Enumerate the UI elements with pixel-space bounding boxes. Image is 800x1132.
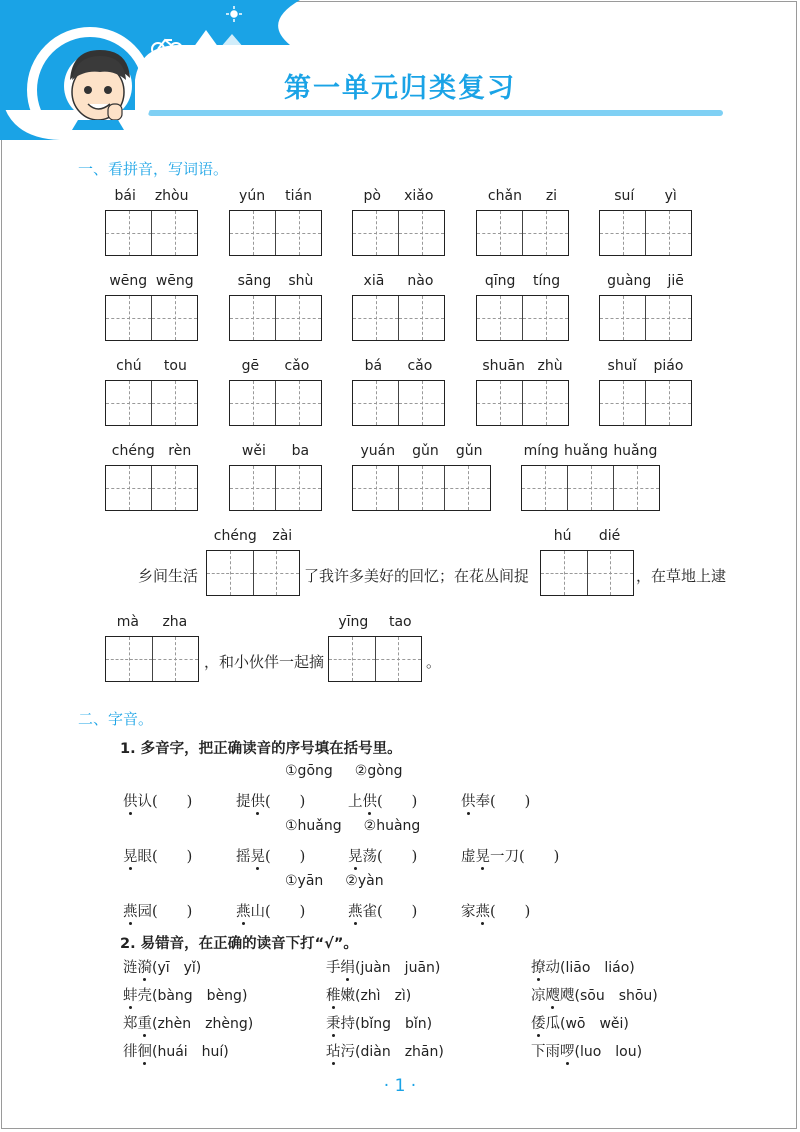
pinyin-word-box[interactable] bbox=[105, 441, 198, 511]
pinyin-word-box[interactable] bbox=[229, 356, 322, 426]
pinyin-word-box[interactable] bbox=[476, 271, 569, 341]
pinyin-label: sāng shù bbox=[237, 273, 314, 289]
grid-cell[interactable] bbox=[645, 296, 691, 340]
grid-cell[interactable] bbox=[353, 211, 398, 255]
polyphone-word[interactable]: 供认( ) bbox=[123, 790, 192, 811]
pinyin-label: gē cǎo bbox=[241, 358, 310, 374]
polyphone-word[interactable]: 虚晃一刀( ) bbox=[461, 845, 559, 866]
error-prone-word[interactable]: 撩动(liāo liáo) bbox=[531, 956, 635, 977]
pinyin-label: bái zhòu bbox=[114, 188, 189, 204]
grid-cell[interactable] bbox=[230, 381, 275, 425]
page-number: · 1 · bbox=[383, 1076, 417, 1096]
polyphone-word[interactable]: 晃荡( ) bbox=[348, 845, 417, 866]
grid-cell[interactable] bbox=[275, 381, 321, 425]
tian-grid[interactable] bbox=[352, 210, 445, 256]
pinyin-word-box[interactable] bbox=[599, 271, 692, 341]
polyphone-word[interactable]: 上供( ) bbox=[348, 790, 417, 811]
grid-cell[interactable] bbox=[567, 466, 613, 510]
tian-grid[interactable] bbox=[476, 380, 569, 426]
pinyin-word-box[interactable] bbox=[476, 356, 569, 426]
tian-grid[interactable] bbox=[521, 465, 660, 511]
sentence-part-2: 了我许多美好的回忆；在花丛间捉 bbox=[304, 567, 530, 585]
polyphone-word[interactable]: 摇晃( ) bbox=[236, 845, 305, 866]
sentence-part-5: 。 bbox=[426, 653, 442, 671]
error-prone-word[interactable]: 下雨啰(luo lou) bbox=[531, 1040, 642, 1061]
q1-title: 1. 多音字，把正确读音的序号填在括号里。 bbox=[120, 741, 402, 757]
grid-cell[interactable] bbox=[106, 466, 151, 510]
grid-cell[interactable] bbox=[477, 211, 522, 255]
tian-grid[interactable] bbox=[352, 380, 445, 426]
tian-grid[interactable] bbox=[229, 380, 322, 426]
pinyin-label: shuǐ piáo bbox=[607, 358, 684, 374]
grid-cell[interactable] bbox=[151, 211, 197, 255]
error-prone-word[interactable]: 蚌壳(bàng bèng) bbox=[123, 984, 247, 1005]
tian-grid[interactable] bbox=[352, 465, 491, 511]
pinyin-label: shuān zhù bbox=[482, 358, 563, 374]
pinyin-label: yuán gǔn gǔn bbox=[360, 443, 483, 459]
grid-cell[interactable] bbox=[522, 296, 568, 340]
section-2-title: 二、字音。 bbox=[78, 710, 154, 728]
grid-cell[interactable] bbox=[645, 211, 691, 255]
pinyin-word-box[interactable] bbox=[105, 186, 198, 256]
grid-cell[interactable] bbox=[275, 296, 321, 340]
polyphone-word[interactable]: 晃眼( ) bbox=[123, 845, 192, 866]
pinyin-label: chéng rèn bbox=[111, 443, 192, 459]
error-prone-word[interactable]: 倭瓜(wō wěi) bbox=[531, 1012, 629, 1033]
pinyin-label: chǎn zi bbox=[487, 188, 558, 204]
pinyin-word-box[interactable] bbox=[476, 186, 569, 256]
pinyin-word-box[interactable] bbox=[599, 356, 692, 426]
grid-cell[interactable] bbox=[600, 211, 645, 255]
pinyin-label: chú tou bbox=[116, 358, 187, 374]
pinyin-word-box[interactable] bbox=[352, 271, 445, 341]
grid-cell[interactable] bbox=[151, 466, 197, 510]
grid-cell[interactable] bbox=[275, 211, 321, 255]
pinyin-label: yún tián bbox=[239, 188, 312, 204]
tian-grid[interactable] bbox=[476, 295, 569, 341]
pinyin-label: wěi ba bbox=[241, 443, 310, 459]
grid-cell[interactable] bbox=[600, 381, 645, 425]
grid-cell[interactable] bbox=[444, 466, 490, 510]
error-prone-word[interactable]: 玷污(diàn zhān) bbox=[326, 1040, 444, 1061]
polyphone-word[interactable]: 燕山( ) bbox=[236, 900, 305, 921]
grid-cell[interactable] bbox=[106, 381, 151, 425]
tian-grid[interactable] bbox=[105, 210, 198, 256]
sentence-blank-4[interactable]: yīng tao bbox=[328, 612, 422, 682]
pinyin-word-box[interactable] bbox=[352, 186, 445, 256]
tian-grid[interactable] bbox=[229, 465, 322, 511]
polyphone-word[interactable]: 供奉( ) bbox=[461, 790, 530, 811]
pinyin-label: bá cǎo bbox=[364, 358, 433, 374]
tian-grid[interactable] bbox=[229, 210, 322, 256]
tian-grid[interactable] bbox=[476, 210, 569, 256]
title-underline bbox=[148, 110, 723, 116]
polyphone-word[interactable]: 燕雀( ) bbox=[348, 900, 417, 921]
pinyin-word-box[interactable] bbox=[105, 356, 198, 426]
tian-grid[interactable] bbox=[599, 295, 692, 341]
error-prone-word[interactable]: 手绢(juàn juān) bbox=[326, 956, 440, 977]
grid-cell[interactable] bbox=[106, 296, 151, 340]
pinyin-word-box[interactable] bbox=[352, 441, 491, 511]
grid-cell[interactable] bbox=[353, 381, 398, 425]
pronunciation-options: ①yān ②yàn bbox=[285, 873, 384, 889]
sentence-part-3: ，在草地上逮 bbox=[636, 567, 727, 585]
sentence-blank-2[interactable]: hú dié bbox=[540, 526, 634, 596]
pinyin-label: míng huǎng huǎng bbox=[523, 443, 658, 459]
q2-title: 2. 易错音，在正确的读音下打“√”。 bbox=[120, 936, 358, 952]
pinyin-label: wēng wēng bbox=[109, 273, 194, 289]
grid-cell[interactable] bbox=[645, 381, 691, 425]
grid-cell[interactable] bbox=[613, 466, 659, 510]
tian-grid[interactable] bbox=[599, 210, 692, 256]
polyphone-word[interactable]: 家燕( ) bbox=[461, 900, 530, 921]
grid-cell[interactable] bbox=[477, 296, 522, 340]
grid-cell[interactable] bbox=[353, 296, 398, 340]
error-prone-word[interactable]: 凉飕飕(sōu shōu) bbox=[531, 984, 658, 1005]
pinyin-word-box[interactable] bbox=[229, 441, 322, 511]
grid-cell[interactable] bbox=[353, 466, 398, 510]
sentence-blank-3[interactable]: mà zha bbox=[105, 612, 199, 682]
sentence-part-1: 乡间生活 bbox=[138, 567, 199, 585]
error-prone-word[interactable]: 稚嫩(zhì zì) bbox=[326, 984, 411, 1005]
pinyin-word-box[interactable] bbox=[229, 271, 322, 341]
error-prone-word[interactable]: 秉持(bǐng bǐn) bbox=[326, 1012, 432, 1033]
tian-grid[interactable] bbox=[229, 295, 322, 341]
section-1-title: 一、看拼音，写词语。 bbox=[78, 160, 229, 178]
grid-cell[interactable] bbox=[398, 381, 444, 425]
pinyin-label: xiā nào bbox=[363, 273, 434, 289]
tian-grid[interactable] bbox=[105, 465, 198, 511]
pinyin-label: pò xiǎo bbox=[363, 188, 434, 204]
polyphone-word[interactable]: 燕园( ) bbox=[123, 900, 192, 921]
grid-cell[interactable] bbox=[151, 381, 197, 425]
pronunciation-options: ①huǎng ②huàng bbox=[285, 818, 421, 834]
grid-cell[interactable] bbox=[230, 466, 275, 510]
tian-grid[interactable] bbox=[105, 295, 198, 341]
grid-cell[interactable] bbox=[106, 211, 151, 255]
error-prone-word[interactable]: 徘徊(huái huí) bbox=[123, 1040, 229, 1061]
grid-cell[interactable] bbox=[151, 296, 197, 340]
pinyin-label: suí yì bbox=[614, 188, 677, 204]
grid-cell[interactable] bbox=[398, 211, 444, 255]
sentence-blank-1[interactable]: chéng zài bbox=[206, 526, 300, 596]
pinyin-word-box[interactable] bbox=[599, 186, 692, 256]
pinyin-word-box[interactable] bbox=[352, 356, 445, 426]
pinyin-label: guàng jiē bbox=[607, 273, 684, 289]
grid-cell[interactable] bbox=[398, 296, 444, 340]
tian-grid[interactable] bbox=[352, 295, 445, 341]
grid-cell[interactable] bbox=[230, 211, 275, 255]
page-title: 第一单元归类复习 bbox=[284, 73, 516, 104]
grid-cell[interactable] bbox=[522, 381, 568, 425]
grid-cell[interactable] bbox=[398, 466, 444, 510]
pinyin-word-box[interactable] bbox=[105, 271, 198, 341]
pinyin-word-box[interactable] bbox=[229, 186, 322, 256]
error-prone-word[interactable]: 涟漪(yī yǐ) bbox=[123, 956, 201, 977]
grid-cell[interactable] bbox=[230, 296, 275, 340]
grid-cell[interactable] bbox=[275, 466, 321, 510]
polyphone-word[interactable]: 提供( ) bbox=[236, 790, 305, 811]
tian-grid[interactable] bbox=[105, 380, 198, 426]
sentence-part-4: ，和小伙伴一起摘 bbox=[204, 653, 325, 671]
grid-cell[interactable] bbox=[522, 211, 568, 255]
error-prone-word[interactable]: 郑重(zhèn zhèng) bbox=[123, 1012, 253, 1033]
grid-cell[interactable] bbox=[522, 466, 567, 510]
pinyin-label: qīng tíng bbox=[484, 273, 561, 289]
pronunciation-options: ①gōng ②gòng bbox=[285, 763, 403, 779]
grid-cell[interactable] bbox=[600, 296, 645, 340]
tian-grid[interactable] bbox=[599, 380, 692, 426]
pinyin-word-box[interactable] bbox=[521, 441, 660, 511]
grid-cell[interactable] bbox=[477, 381, 522, 425]
